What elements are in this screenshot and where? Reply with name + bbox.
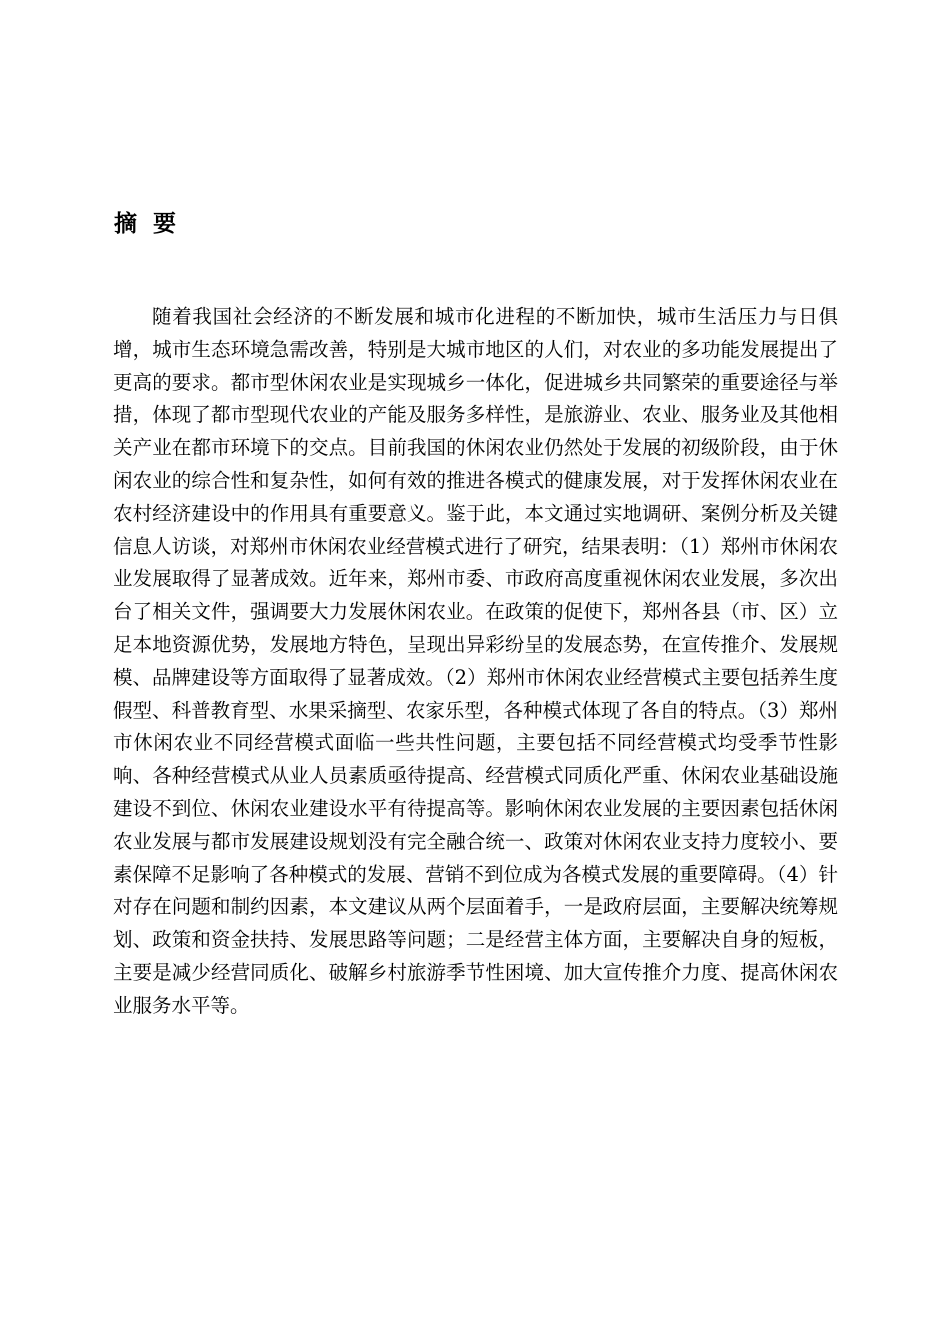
abstract-heading: 摘 要 <box>114 211 181 237</box>
abstract-paragraph: 随着我国社会经济的不断发展和城市化进程的不断加快，城市生活压力与日俱增，城市生态环境急需改善，特别是大城市地区的人们，对农业的多功能发展提出了更高的要求。都市型休闲农业是实现城乡一体化，促进城乡共同繁荣的重要途径与举措，体现了都市型现代农业的产能及服务多样性，是旅游业、农业、服务业及其他相关产业在都市环境下的交点。目前我国的休闲农业仍然处于发展的初级阶段，由于休闲农业的综合性和复杂性，如何有效的推进各模式的健康发展，对于发挥休闲农业在农村经济建设中的作用具有重要意义。鉴于此，本文通过实地调研、案例分析及关键信息人访谈，对郑州市休闲农业经营模式进行了研究，结果表明：（1）郑州市休闲农业发展取得了显著成效。近年来，郑州市委、市政府高度重视休闲农业发展，多次出台了相关文件，强调要大力发展休闲农业。在政策的促使下，郑州各县（市、区）立足本地资源优势，发展地方特色，呈现出异彩纷呈的发展态势，在宣传推介、发展规模、品牌建设等方面取得了显著成效。（2）郑州市休闲农业经营模式主要包括养生度假型、科普教育型、水果采摘型、农家乐型，各种模式体现了各自的特点。（3）郑州市休闲农业不同经营模式面临一些共性问题，主要包括不同经营模式均受季节性影响、各种经营模式从业人员素质亟待提高、经营模式同质化严重、休闲农业基础设施建设不到位、休闲农业建设水平有待提高等。影响休闲农业发展的主要因素包括休闲农业发展与都市发展建设规划没有完全融合统一、政策对休闲农业支持力度较小、要素保障不足影响了各种模式的发展、营销不到位成为各模式发展的重要障碍。（4）针对存在问题和制约因素，本文建议从两个层面着手，一是政府层面，主要解决统筹规划、政策和资金扶持、发展思路等问题；二是经营主体方面，主要解决自身的短板，主要是减少经营同质化、破解乡村旅游季节性困境、加大宣传推介力度、提高休闲农业服务水平等。 <box>113 305 838 1017</box>
